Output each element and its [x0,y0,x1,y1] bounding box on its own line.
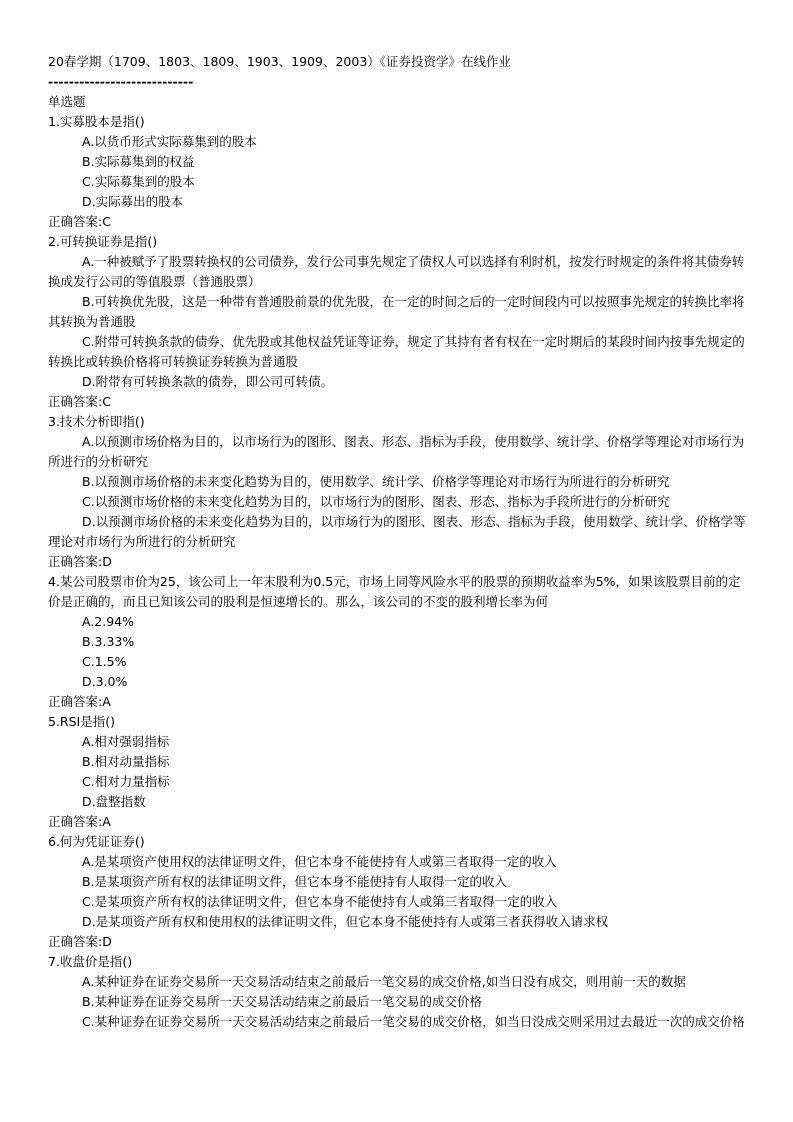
option-d: D.盘整指数 [82,794,146,809]
correct-answer: 正确答案:C [48,214,111,229]
correct-answer: 正确答案:D [48,934,112,949]
section-heading: 单选题 [48,94,86,109]
separator-line: ---------------------------- [48,74,194,89]
question-stem: 7.收盘价是指() [48,954,133,969]
option-c: C.以预测市场价格的未来变化趋势为目的，以市场行为的图形、图表、形态、指标为手段所进行的分析研究 [82,494,670,509]
question-stem: 5.RSI是指() [48,714,115,729]
question-stem: 4.某公司股票市价为25，该公司上一年末股利为0.5元，市场上同等风险水平的股票的预期收益率为5%，如果该股票目前的定价是正确的，而且已知该公司的股利是恒速增长的。那么，该公司的不变的股利增长率为何 [48,574,741,609]
option-d: D.是某项资产所有权和使用权的法律证明文件，但它本身不能使持有人或第三者获得收入请求权 [82,914,609,929]
option-b: B.某种证券在证券交易所一天交易活动结束之前最后一笔交易的成交价格 [82,994,483,1009]
question-stem: 2.可转换证券是指() [48,234,158,249]
option-d: D.实际募出的股本 [82,194,184,209]
option-b: B.以预测市场价格的未来变化趋势为目的，使用数学、统计学、价格学等理论对市场行为所进行的分析研究 [82,474,670,489]
option-a: A.以货币形式实际募集到的股本 [82,134,257,149]
option-b: B.可转换优先股，这是一种带有普通股前景的优先股，在一定的时间之后的一定时间段内可以按照事先规定的转换比率将其转换为普通股 [48,294,745,329]
option-a: A.2.94% [82,614,135,629]
option-b: B.相对动量指标 [82,754,170,769]
option-a: A.是某项资产使用权的法律证明文件，但它本身不能使持有人或第三者取得一定的收入 [82,854,557,869]
option-a: A.以预测市场价格为目的，以市场行为的图形、图表、形态、指标为手段，使用数学、统计学、价格学等理论对市场行为所进行的分析研究 [48,434,745,469]
option-d: D.附带有可转换条款的债券，即公司可转债。 [82,374,334,389]
document-body [48,52,748,1032]
option-b: B.实际募集到的权益 [82,154,195,169]
option-a: A.相对强弱指标 [82,734,170,749]
option-c: C.实际募集到的股本 [82,174,195,189]
option-b: B.3.33% [82,634,135,649]
option-a: A.某种证券在证券交易所一天交易活动结束之前最后一笔交易的成交价格,如当日没有成交，则用前一天的数据 [82,974,686,989]
question-stem: 6.何为凭证证券() [48,834,145,849]
option-c: C.是某项资产所有权的法律证明文件，但它本身不能使持有人或第三者取得一定的收入 [82,894,558,909]
correct-answer: 正确答案:D [48,554,112,569]
question-stem: 3.技术分析即指() [48,414,145,429]
option-c: C.附带可转换条款的债券、优先股或其他权益凭证等证券，规定了其持有者有权在一定时期后的某段时间内按事先规定的转换比或转换价格将可转换证券转换为普通股 [48,334,745,369]
correct-answer: 正确答案:C [48,394,111,409]
document-title: 20春学期（1709、1803、1809、1903、1909、2003）《证券投资学》在线作业 [48,54,512,69]
question-stem: 1.实募股本是指() [48,114,145,129]
option-a: A.一种被赋予了股票转换权的公司债券，发行公司事先规定了债权人可以选择有利时机，按发行时规定的条件将其债券转换成发行公司的等值股票（普通股票） [48,254,745,289]
option-d: D.以预测市场价格的未来变化趋势为目的，以市场行为的图形、图表、形态、指标为手段，使用数学、统计学、价格学等理论对市场行为所进行的分析研究 [48,514,746,549]
option-c: C.1.5% [82,654,127,669]
option-c: C.某种证券在证券交易所一天交易活动结束之前最后一笔交易的成交价格，如当日没成交则采用过去最近一次的成交价格 [82,1014,745,1029]
option-c: C.相对力量指标 [82,774,170,789]
option-b: B.是某项资产所有权的法律证明文件，但它本身不能使持有人取得一定的收入 [82,874,508,889]
correct-answer: 正确答案:A [48,694,111,709]
option-d: D.3.0% [82,674,128,689]
correct-answer: 正确答案:A [48,814,111,829]
